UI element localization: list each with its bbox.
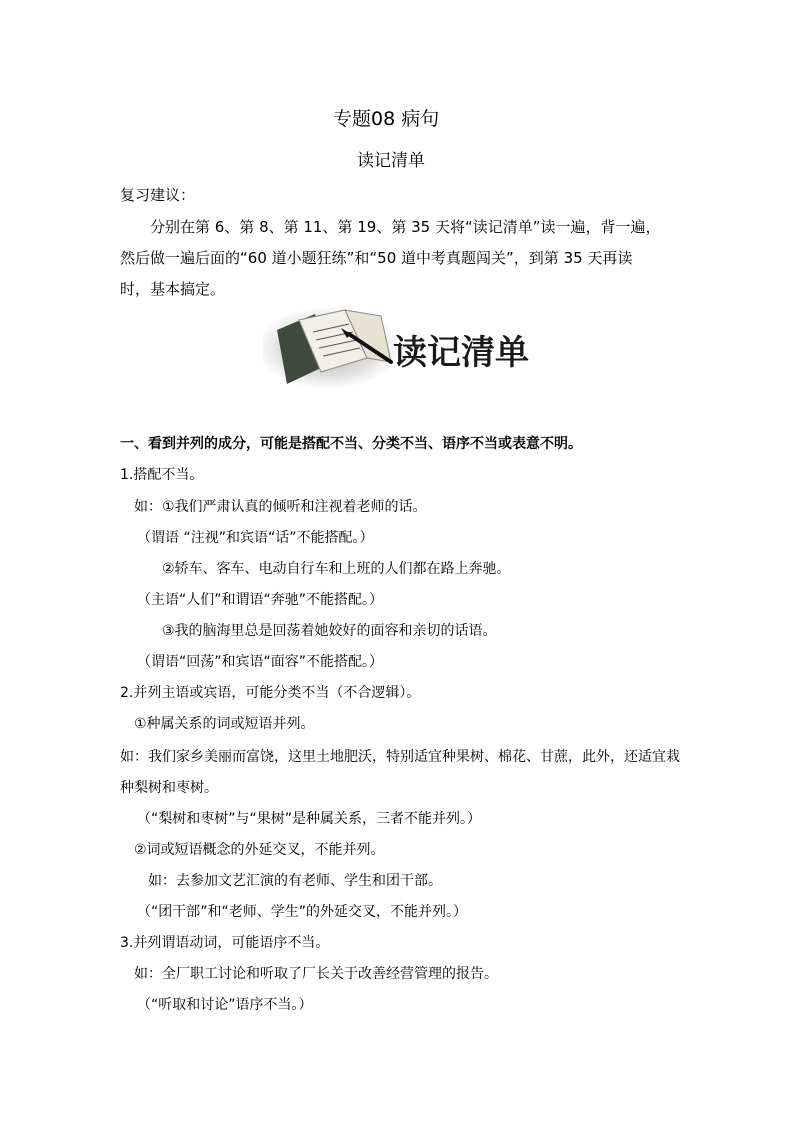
- page-subtitle: 读记清单: [357, 151, 425, 171]
- example-5: 如：去参加文艺汇演的有老师、学生和团干部。: [148, 873, 442, 889]
- note-1: （谓语 “注视”和宾语“话”不能搭配。）: [137, 530, 374, 546]
- note-6: （“听取和讨论”语序不当。）: [137, 997, 313, 1013]
- review-line-3: 时，基本搞定。: [120, 280, 226, 298]
- item-1-heading: 1.搭配不当。: [120, 467, 204, 483]
- example-3: ③我的脑海里总是回荡着她姣好的面容和亲切的话语。: [162, 623, 497, 639]
- example-4-line-2: 种梨树和枣树。: [120, 780, 218, 796]
- item-3-heading: 3.并列谓语动词，可能语序不当。: [120, 935, 330, 951]
- item-2-heading: 2.并列主语或宾语，可能分类不当（不合逻辑）。: [120, 685, 421, 701]
- review-line-1: 分别在第 6、第 8、第 11、第 19、第 35 天将“读记清单”读一遍，背一遍，: [150, 218, 661, 236]
- note-4: （“梨树和枣树”与“果树”是种属关系，三者不能并列。）: [137, 811, 482, 827]
- subitem-2-2: ②词或短语概念的外延交叉，不能并列。: [134, 842, 385, 858]
- example-1: 如：①我们严肃认真的倾听和注视着老师的话。: [134, 499, 427, 515]
- book-brush-illustration: [263, 300, 533, 390]
- banner-calligraphy: 读记清单: [393, 333, 529, 373]
- note-5: （“团干部”和“老师、学生”的外延交叉，不能并列。）: [137, 904, 468, 920]
- note-3: （谓语“回荡”和宾语“面容”不能搭配。）: [137, 654, 384, 670]
- note-2: （主语“人们”和谓语“奔驰”不能搭配。）: [137, 592, 384, 608]
- example-6: 如：全厂职工讨论和听取了厂长关于改善经营管理的报告。: [134, 966, 498, 982]
- review-line-2: 然后做一遍后面的“60 道小题狂练”和“50 道中考真题闯关”，到第 35 天再读: [120, 249, 633, 267]
- example-4-line-1: 如：我们家乡美丽而富饶，这里土地肥沃，特别适宜种果树、棉花、甘蔗，此外，还适宜栽: [120, 749, 680, 765]
- subitem-2-1: ①种属关系的词或短语并列。: [134, 716, 315, 732]
- reading-list-banner: [263, 300, 533, 390]
- section-heading: 一、看到并列的成分，可能是搭配不当、分类不当、语序不当或表意不明。: [120, 436, 582, 452]
- example-2: ②轿车、客车、电动自行车和上班的人们都在路上奔驰。: [162, 561, 511, 577]
- review-heading: 复习建议：: [120, 186, 196, 204]
- page-title: 专题08 病句: [333, 108, 440, 130]
